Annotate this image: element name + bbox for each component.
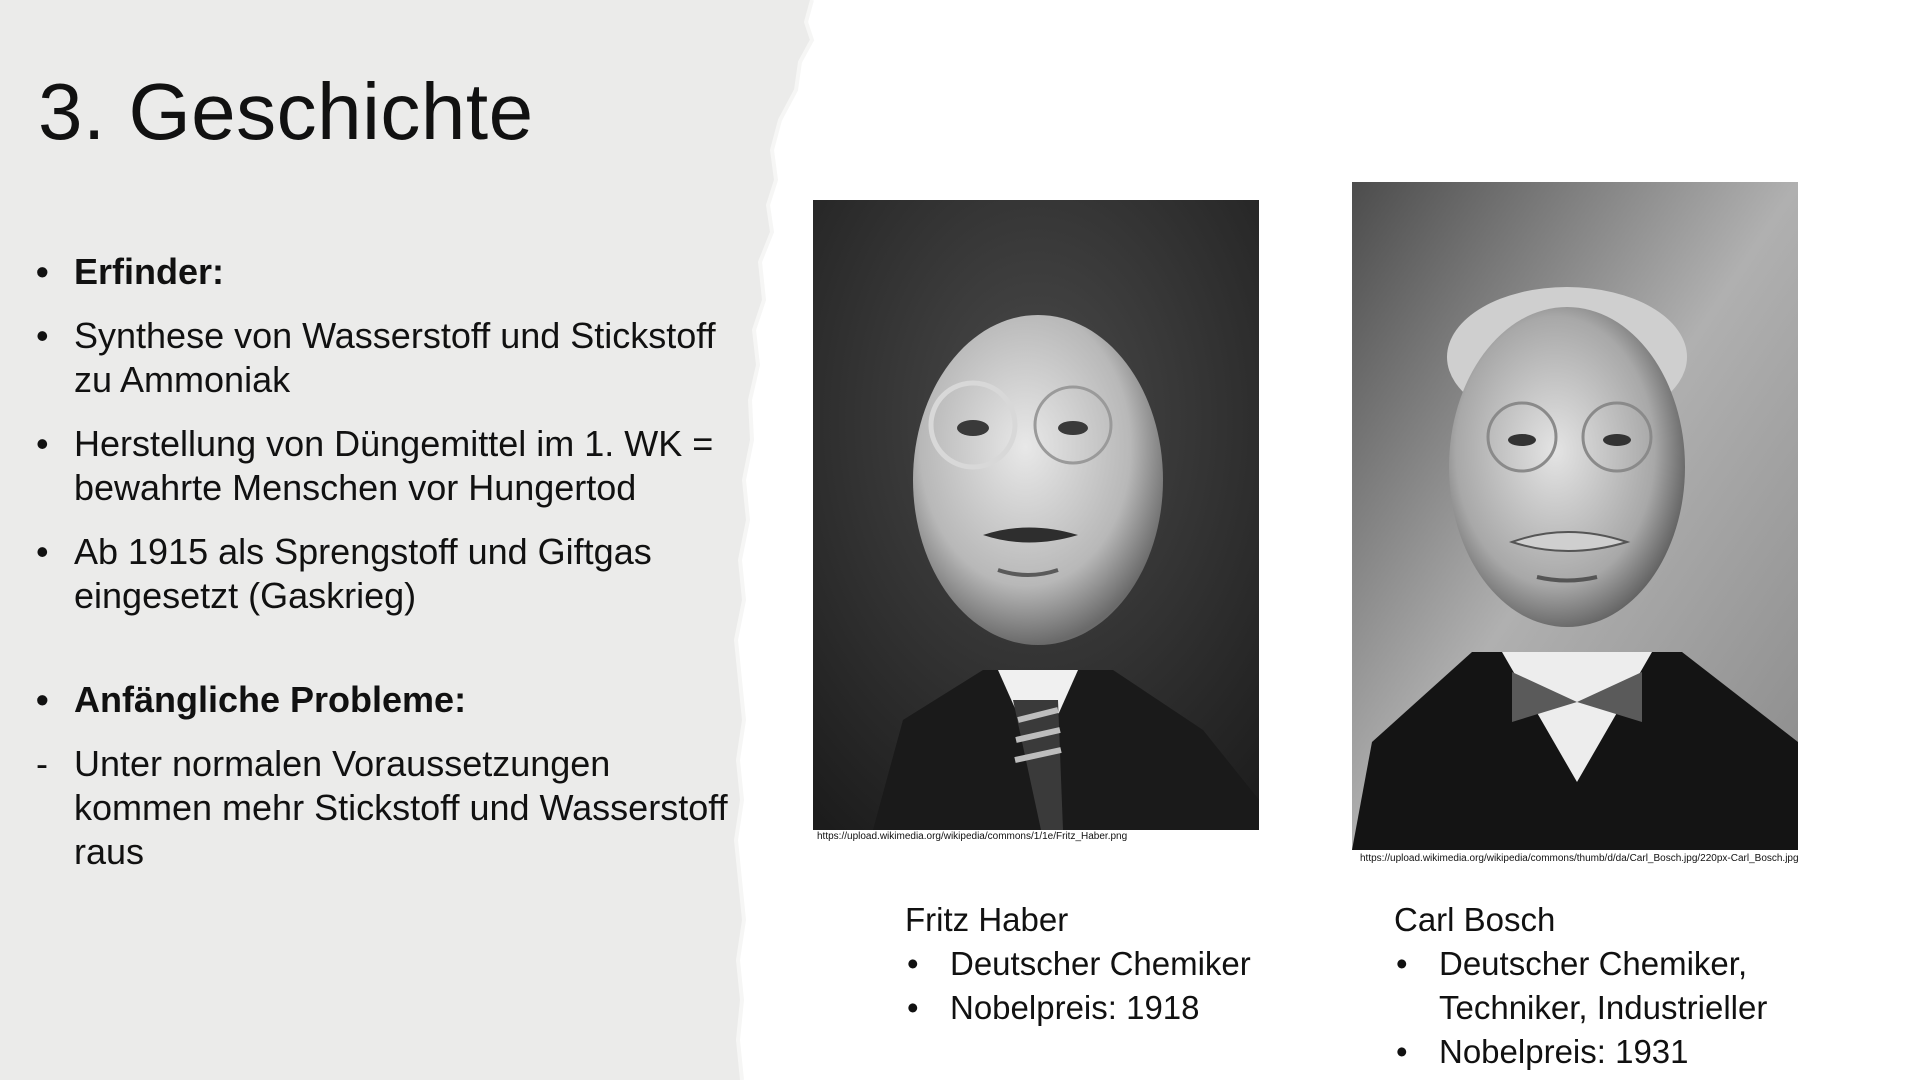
fact-text: Nobelpreis: 1918 (950, 989, 1200, 1026)
fact-text: Nobelpreis: 1931 (1439, 1033, 1689, 1070)
bullet-marker: • (36, 315, 49, 356)
photo-credit: https://upload.wikimedia.org/wikipedia/commons/thumb/d/da/Carl_Bosch.jpg/220px-Carl_Bosch.jpg (1360, 853, 1799, 864)
bullet-item (36, 678, 756, 722)
bullet-text: Unter normalen Voraussetzungen kommen mehr Stickstoff und Wasserstoff raus (74, 743, 728, 872)
bullet-item (36, 314, 756, 402)
fact-item (905, 942, 1305, 986)
fact-item (905, 986, 1305, 1030)
bullet-marker: • (907, 945, 919, 982)
bullet-item (36, 422, 756, 510)
bullet-marker: • (1396, 1033, 1408, 1070)
bullet-marker: • (907, 989, 919, 1026)
bullet-marker: • (36, 679, 49, 720)
person-name: Carl Bosch (1394, 901, 1556, 938)
bullet-text: Synthese von Wasserstoff und Stickstoff zu Ammoniak (74, 315, 716, 400)
slide-title: 3. Geschichte (38, 67, 534, 156)
photo-credit: https://upload.wikimedia.org/wikipedia/commons/1/1e/Fritz_Haber.png (817, 831, 1128, 842)
bullet-text: Herstellung von Düngemittel im 1. WK = bewahrte Menschen vor Hungertod (74, 423, 714, 508)
bullet-marker: - (36, 743, 48, 784)
caption-carl-bosch (1394, 898, 1834, 1074)
fact-item (1394, 1030, 1834, 1074)
bullet-marker: • (1396, 945, 1408, 982)
bullet-marker: • (36, 531, 49, 572)
caption-fritz-haber (905, 898, 1305, 1030)
bullet-item (36, 530, 756, 618)
bullet-text: Anfängliche Probleme: (74, 679, 467, 720)
bullet-marker: • (36, 423, 49, 464)
person-facts (905, 942, 1305, 1030)
person-facts (1394, 942, 1834, 1074)
bullet-item (36, 742, 756, 874)
fact-text: Deutscher Chemiker (950, 945, 1251, 982)
fact-text: Deutscher Chemiker, Techniker, Industrieller (1439, 945, 1768, 1026)
person-name: Fritz Haber (905, 901, 1069, 938)
bullet-item (36, 250, 756, 294)
bullet-list (36, 250, 756, 894)
portrait-carl-bosch (1352, 182, 1798, 850)
bullet-text: Erfinder: (74, 251, 225, 292)
portrait-fritz-haber (813, 200, 1259, 830)
bullet-text: Ab 1915 als Sprengstoff und Giftgas eingesetzt (Gaskrieg) (74, 531, 652, 616)
bullet-marker: • (36, 251, 49, 292)
fact-item (1394, 942, 1834, 1030)
